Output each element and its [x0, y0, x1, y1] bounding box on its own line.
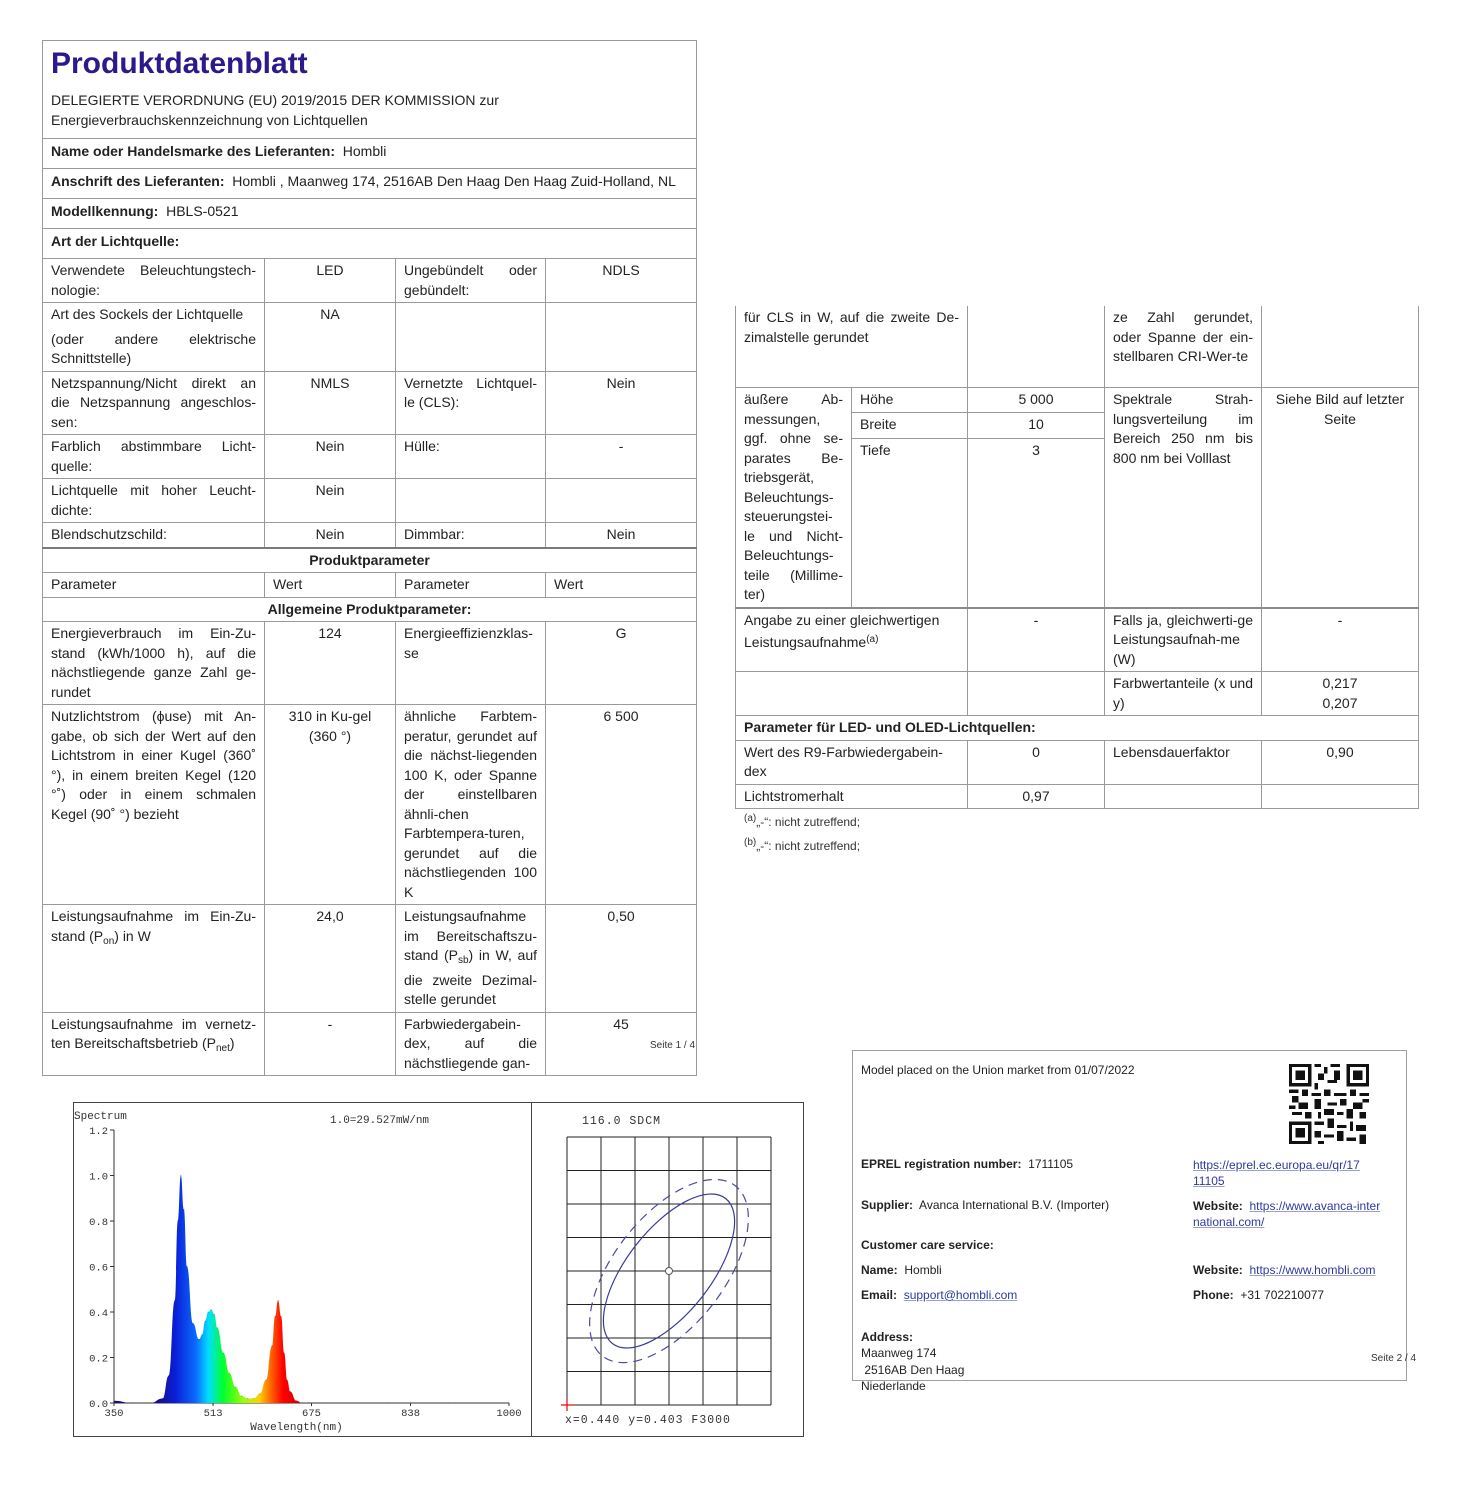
eprel-link-line2[interactable]: 11105	[1193, 1174, 1225, 1188]
spectrum-point	[174, 1300, 175, 1301]
spectrum-point	[235, 1386, 236, 1387]
param-label: Hülle:	[396, 435, 546, 479]
y-tick-label: 1.0	[89, 1171, 108, 1184]
supplier-name-label: Name oder Handelsmarke des Lieferanten:	[51, 143, 335, 159]
customer-website: Website: https://www.hombli.com	[1193, 1263, 1376, 1277]
param-row	[43, 622, 697, 705]
param-label: Vernetzte Lichtquel-le (CLS):	[396, 371, 546, 435]
param-label: Energieeffizienzklas-se	[396, 622, 546, 705]
param-row	[736, 608, 1419, 672]
column-header: Wert	[546, 573, 697, 598]
param-row	[736, 306, 1419, 388]
spectrum-point	[202, 1334, 203, 1335]
param-row	[43, 905, 697, 1013]
param-value	[1262, 306, 1419, 388]
param-value: 310 in Ku-gel (360 °)	[265, 705, 396, 905]
chromaticity-readout: x=0.440 y=0.403 F3000	[565, 1414, 731, 1427]
param-value: Nein	[265, 479, 396, 523]
model-value: HBLS-0521	[166, 203, 239, 219]
param-label: Nutzlichtstrom (ϕuse) mit An-gabe, ob sich der Wert auf den Lichtstrom in einer Kugel (360˚ °), in einem breiten Kegel (120 °˚) oder in einem schmalen Kegel (90˚ °) bezieht	[43, 705, 265, 905]
product-params-heading: Produktparameter	[43, 548, 697, 573]
param-value	[546, 303, 697, 372]
param-value: 24,0	[265, 905, 396, 1013]
param-value: Nein	[546, 523, 697, 548]
page-number-2: Seite 2 / 4	[1371, 1353, 1417, 1364]
param-label: Spektrale Strah-lungsverteilung im Bereich 250 nm bis 800 nm bei Volllast	[1105, 388, 1262, 608]
spectrum-point	[186, 1266, 187, 1267]
y-tick-label: 0.6	[89, 1262, 108, 1275]
spectrum-chart	[74, 1103, 531, 1436]
dimension-value: 10	[968, 413, 1105, 438]
email-link[interactable]: support@hombli.com	[903, 1288, 1018, 1302]
y-tick-label: 0.2	[89, 1353, 108, 1366]
param-label: ähnliche Farbtem-peratur, gerundet auf die nächst-liegenden 100 K, oder Spanne der einstellbaren ähnli-chen Farbtempera-turen, gerundet auf die nächstliegenden 100 K	[396, 705, 546, 905]
spectrum-point	[150, 1402, 151, 1403]
chromaticity-chart	[532, 1103, 802, 1436]
type-row	[43, 479, 697, 523]
y-tick-label: 0.8	[89, 1217, 108, 1229]
param-row	[43, 705, 697, 905]
customer-address: Address: Maanweg 174 2516AB Den Haag Niederlande	[861, 1329, 965, 1393]
eprel-info-box	[852, 1050, 1417, 1393]
spectrum-point	[113, 1400, 114, 1401]
param-value: -	[1262, 608, 1419, 672]
param-value: Nein	[265, 435, 396, 479]
empty-cell	[968, 672, 1105, 716]
type-row	[43, 259, 697, 303]
x-tick-label: 350	[104, 1408, 124, 1420]
spectrum-point	[180, 1175, 181, 1176]
led-params-heading: Parameter für LED- und OLED-Lichtquellen:	[736, 716, 1419, 741]
spectrum-point	[229, 1373, 230, 1374]
param-label: ze Zahl gerundet, oder Spanne der ein-stellbaren CRI-Wer-te	[1105, 306, 1262, 388]
param-label: Art des Sockels der Lichtquelle	[51, 306, 244, 322]
footnote-b: $^{(b)}$„-“: nicht zutreffend;	[744, 837, 861, 853]
param-label: Leistungsaufnahme im Bereitschaftszu-stand $(P_{sb})$ in W, auf die zweite Dezimal-stelle gerundet	[396, 905, 546, 1013]
dimensions-label: äußere Ab-messungen, ggf. ohne se-parates Be-triebsgerät, Beleuchtungs-steuerungstei-le und Nicht-Beleuchtungs-teile (Millime-ter)	[736, 388, 852, 608]
address-line: Niederlande	[861, 1379, 926, 1393]
param-row	[736, 672, 1419, 716]
column-header-row	[43, 573, 697, 598]
param-value	[968, 306, 1105, 388]
eprel-link-line1[interactable]: https://eprel.ec.europa.eu/qr/17	[1193, 1158, 1360, 1172]
qr-code-icon	[1289, 1064, 1369, 1144]
chromaticity-y: 0,207	[1322, 694, 1358, 711]
page-title: Produktdatenblatt	[51, 47, 308, 80]
spectrum-point	[183, 1209, 184, 1210]
spectrum-point	[247, 1398, 248, 1399]
param-value: 45	[546, 1012, 697, 1076]
supplier-info: Supplier: Avanca International B.V. (Importer)	[861, 1198, 1110, 1212]
chart-annotation: 1.0=29.527mW/nm	[330, 1115, 430, 1127]
param-value: NMLS	[265, 371, 396, 435]
empty-cell	[1262, 784, 1419, 809]
regulation-line-2: Energieverbrauchskennzeichnung von Lichtquellen	[51, 111, 368, 128]
supplier-address-value: Hombli , Maanweg 174, 2516AB Den Haag Den Haag Zuid-Holland, NL	[232, 173, 676, 189]
param-label: Ungebündelt oder gebündelt:	[396, 259, 546, 303]
type-row	[43, 523, 697, 548]
customer-website-link[interactable]: https://www.hombli.com	[1249, 1263, 1376, 1277]
empty-cell	[736, 672, 968, 716]
spectrum-point	[259, 1393, 260, 1394]
x-axis-label: Wavelength(nm)	[250, 1422, 343, 1434]
light-source-type-label: Art der Lichtquelle:	[51, 233, 180, 249]
spectrum-point	[132, 1402, 133, 1403]
spectrum-point	[211, 1309, 212, 1310]
spectrum-point	[281, 1316, 282, 1317]
spectrum-point	[271, 1346, 272, 1347]
param-value: Nein	[265, 523, 396, 548]
dimension-name: Tiefe	[852, 438, 968, 607]
param-value: Nein	[546, 371, 697, 435]
datasheet-table-page1	[42, 40, 697, 1076]
param-value: -	[265, 1012, 396, 1076]
param-value: 0,97	[968, 784, 1105, 809]
param-value	[1262, 672, 1419, 716]
param-value: 124	[265, 622, 396, 705]
datasheet-table-continued	[735, 306, 1419, 809]
param-label: Leistungsaufnahme im Ein-Zu-stand $(P_{on})$ in W	[43, 905, 265, 1013]
param-label: Blendschutzschild:	[43, 523, 265, 548]
chart-title: Spectrum	[74, 1111, 127, 1123]
param-label: Wert des R9-Farbwiedergabein-dex	[736, 740, 968, 784]
spectrum-point	[274, 1316, 275, 1317]
customer-email: Email: support@hombli.com	[861, 1288, 1018, 1302]
supplier-name-value: Hombli	[342, 143, 387, 159]
param-value	[546, 479, 697, 523]
param-value: G	[546, 622, 697, 705]
x-tick-label: 513	[203, 1408, 223, 1420]
chromaticity-x: 0,217	[1322, 675, 1358, 691]
market-date-text: Model placed on the Union market from 01/07/2022	[861, 1063, 1135, 1077]
dimensions-row	[736, 388, 1419, 413]
address-line: Maanweg 174	[861, 1346, 937, 1360]
column-header: Parameter	[396, 573, 546, 598]
spectrum-point	[265, 1380, 266, 1381]
spectrum-point	[198, 1339, 199, 1340]
spectrum-point	[214, 1314, 215, 1315]
supplier-address-label: Anschrift des Lieferanten:	[51, 173, 225, 189]
param-label: Lichtstromerhalt	[736, 784, 968, 809]
param-value: 6 500	[546, 705, 697, 905]
param-label: Farbwertanteile (x und y)	[1105, 672, 1262, 716]
type-row	[43, 371, 697, 435]
spectrum-point	[223, 1352, 224, 1353]
spectrum-point	[308, 1402, 309, 1403]
column-header: Wert	[265, 573, 396, 598]
center-marker	[666, 1268, 673, 1275]
model-label: Modellkennung:	[51, 203, 159, 219]
spectrum-point	[217, 1327, 218, 1328]
supplier-website-link-line1[interactable]: https://www.avanca-inter	[1249, 1199, 1381, 1213]
spectrum-point	[205, 1321, 206, 1322]
eprel-link[interactable]	[1193, 1157, 1360, 1189]
spectrum-point	[508, 1402, 509, 1403]
general-params-heading: Allgemeine Produktparameter:	[43, 597, 697, 622]
param-label: Falls ja, gleichwerti-ge Leistungsaufnah-me (W)	[1105, 608, 1262, 672]
param-label: Verwendete Beleuchtungstech-nologie:	[43, 259, 265, 303]
spectrum-point	[314, 1402, 315, 1403]
x-tick-label: 838	[401, 1408, 421, 1420]
customer-phone: Phone: +31 702210077	[1193, 1288, 1325, 1302]
spectrum-point	[168, 1375, 169, 1376]
spectrum-point	[162, 1398, 163, 1399]
dimension-name: Höhe	[852, 388, 968, 413]
param-value: -	[968, 608, 1105, 672]
spectrum-point	[284, 1352, 285, 1353]
address-line: 2516AB Den Haag	[861, 1362, 965, 1377]
param-label: Dimmbar:	[396, 523, 546, 548]
param-label: für CLS in W, auf die zweite De-zimalstelle gerundet	[736, 306, 968, 388]
footnote-a: $^{(a)}$„-“: nicht zutreffend;	[744, 813, 861, 829]
spectrum-point	[326, 1402, 327, 1403]
param-value: 0,90	[1262, 740, 1419, 784]
measurement-charts	[73, 1102, 804, 1437]
param-row	[736, 740, 1419, 784]
y-tick-label: 0.0	[89, 1399, 108, 1411]
type-row	[43, 303, 697, 372]
param-value: NA	[265, 303, 396, 372]
param-label	[396, 479, 546, 523]
spectrum-point	[290, 1391, 291, 1392]
param-label: Lebensdauerfaktor	[1105, 740, 1262, 784]
param-row	[43, 1012, 697, 1076]
param-label: Farblich abstimmbare Licht-quelle:	[43, 435, 265, 479]
param-value: 0	[968, 740, 1105, 784]
param-label: Leistungsaufnahme im vernetz-ten Bereitschaftsbetrieb $(P_{net})$	[43, 1012, 265, 1076]
dimension-value: 5 000	[968, 388, 1105, 413]
regulation-line-1: DELEGIERTE VERORDNUNG (EU) 2019/2015 DER KOMMISSION zur	[51, 92, 499, 108]
param-label: Netzspannung/Nicht direkt an die Netzspannung angeschlos-sen:	[43, 371, 265, 435]
param-label: Farbwiedergabein-dex, auf die nächstliegende gan-	[396, 1012, 546, 1076]
spectrum-point	[208, 1311, 209, 1312]
spectrum-point	[241, 1396, 242, 1397]
x-tick-label: 1000	[496, 1408, 522, 1420]
param-value: 0,50	[546, 905, 697, 1013]
param-value: Siehe Bild auf letzter Seite	[1262, 388, 1419, 608]
x-tick-label: 675	[302, 1408, 321, 1420]
sdcm-title: 116.0 SDCM	[582, 1115, 662, 1128]
eprel-registration: EPREL registration number: 1711105	[861, 1157, 1074, 1171]
spectrum-point	[387, 1402, 388, 1403]
param-row	[736, 784, 1419, 809]
param-value: LED	[265, 259, 396, 303]
param-label: Lichtquelle mit hoher Leucht-dichte:	[43, 479, 265, 523]
spectrum-area	[114, 1176, 509, 1404]
supplier-website: Website: https://www.avanca-inter national.com/	[1193, 1199, 1381, 1229]
page-number-1: Seite 1 / 4	[650, 1040, 696, 1051]
dimension-value: 3	[968, 438, 1105, 607]
spectrum-point	[277, 1300, 278, 1301]
customer-care-label: Customer care service:	[861, 1238, 994, 1252]
param-label	[396, 303, 546, 372]
spectrum-point	[177, 1220, 178, 1221]
spectrum-point	[287, 1380, 288, 1381]
type-row	[43, 435, 697, 479]
param-label: (oder andere elektrische Schnittstelle)	[51, 330, 256, 366]
y-tick-label: 1.2	[89, 1126, 108, 1138]
supplier-website-link-line2[interactable]: national.com/	[1193, 1215, 1265, 1229]
spectrum-point	[448, 1402, 449, 1403]
spectrum-point	[253, 1398, 254, 1399]
param-value: NDLS	[546, 259, 697, 303]
dimension-name: Breite	[852, 413, 968, 438]
param-label: Angabe zu einer gleichwertigen Leistungsaufnahme$^{(a)}$	[736, 608, 968, 672]
param-value: -	[546, 435, 697, 479]
customer-name: Name: Hombli	[861, 1263, 942, 1277]
spectrum-point	[302, 1402, 303, 1403]
column-header: Parameter	[43, 573, 265, 598]
spectrum-point	[192, 1323, 193, 1324]
y-tick-label: 0.4	[89, 1308, 108, 1320]
empty-cell	[1105, 784, 1262, 809]
param-label: Energieverbrauch im Ein-Zu-stand (kWh/1000 h), auf die nächstliegende ganze Zahl ge-rundet	[43, 622, 265, 705]
spectrum-point	[296, 1400, 297, 1401]
